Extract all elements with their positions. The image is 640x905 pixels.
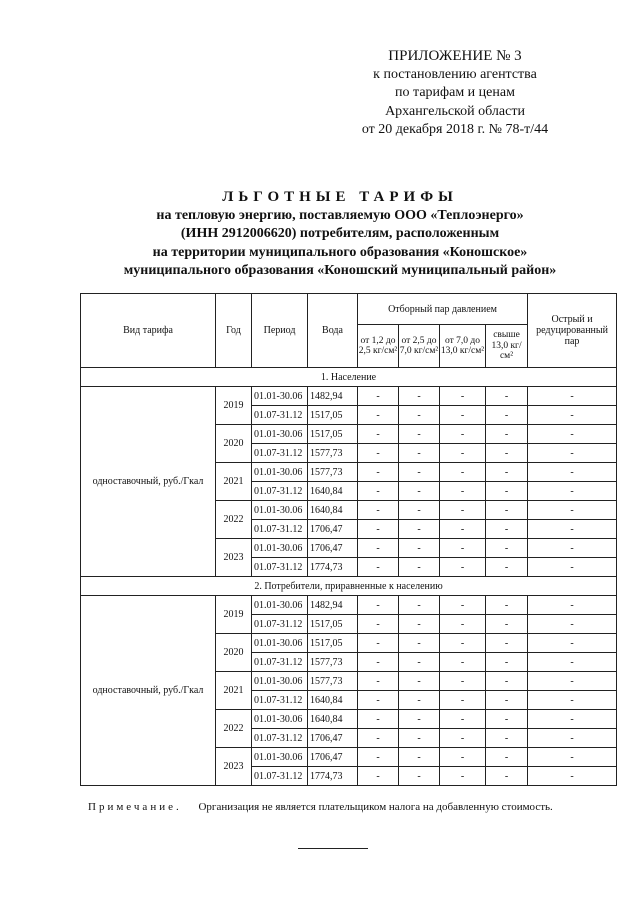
tariffs-table (80, 293, 617, 786)
steam-p1-cell: - (358, 558, 399, 577)
section-row (81, 577, 617, 596)
document-title (60, 188, 620, 281)
steam-p3-cell: - (440, 596, 486, 615)
table-row (81, 596, 617, 615)
steam-p2-cell: - (399, 767, 440, 786)
water-cell: 1774,73 (308, 767, 358, 786)
steam-p1-cell: - (358, 653, 399, 672)
period-cell: 01.07-31.12 (252, 520, 308, 539)
annex-date-line: от 20 декабря 2018 г. № 78-т/44 (361, 122, 549, 137)
steam-p3-cell: - (440, 729, 486, 748)
section-title: 2. Потребители, приравненные к населению (81, 577, 617, 596)
steam-p1-cell: - (358, 482, 399, 501)
water-cell: 1706,47 (308, 520, 358, 539)
steam-p1-cell: - (358, 501, 399, 520)
steam-p1-cell: - (358, 406, 399, 425)
period-cell: 01.01-30.06 (252, 672, 308, 691)
steam-sharp-cell: - (528, 463, 617, 482)
year-cell: 2021 (216, 672, 252, 710)
steam-p1-cell: - (358, 672, 399, 691)
steam-sharp-cell: - (528, 653, 617, 672)
steam-p4-cell: - (486, 463, 528, 482)
annex-number: ПРИЛОЖЕНИЕ № 3 (388, 48, 522, 64)
period-cell: 01.01-30.06 (252, 634, 308, 653)
note (88, 801, 608, 813)
water-cell: 1517,05 (308, 425, 358, 444)
section-title: 1. Население (81, 368, 617, 387)
water-cell: 1706,47 (308, 729, 358, 748)
steam-p4-cell: - (486, 406, 528, 425)
steam-p3-cell: - (440, 672, 486, 691)
steam-p1-cell: - (358, 615, 399, 634)
steam-sharp-cell: - (528, 767, 617, 786)
table-row (81, 387, 617, 406)
title-line: муниципального образования «Коношский муниципальный район» (123, 263, 557, 278)
water-cell: 1577,73 (308, 444, 358, 463)
steam-sharp-cell: - (528, 425, 617, 444)
water-cell: 1706,47 (308, 748, 358, 767)
steam-p3-cell: - (440, 615, 486, 634)
header-sharp-steam: Острый и редуцированный пар (528, 294, 617, 368)
steam-p4-cell: - (486, 520, 528, 539)
steam-p2-cell: - (399, 520, 440, 539)
steam-p4-cell: - (486, 482, 528, 501)
year-cell: 2021 (216, 463, 252, 501)
header-steam: Отборный пар давлением (358, 294, 528, 325)
annex-block (330, 47, 580, 140)
steam-sharp-cell: - (528, 634, 617, 653)
period-cell: 01.01-30.06 (252, 463, 308, 482)
year-cell: 2019 (216, 596, 252, 634)
steam-p1-cell: - (358, 634, 399, 653)
steam-p2-cell: - (399, 748, 440, 767)
steam-sharp-cell: - (528, 501, 617, 520)
steam-p1-cell: - (358, 425, 399, 444)
steam-p3-cell: - (440, 387, 486, 406)
water-cell: 1640,84 (308, 710, 358, 729)
steam-sharp-cell: - (528, 387, 617, 406)
steam-p4-cell: - (486, 672, 528, 691)
steam-p2-cell: - (399, 425, 440, 444)
steam-p2-cell: - (399, 596, 440, 615)
water-cell: 1577,73 (308, 672, 358, 691)
steam-p4-cell: - (486, 691, 528, 710)
steam-sharp-cell: - (528, 748, 617, 767)
period-cell: 01.01-30.06 (252, 539, 308, 558)
steam-p1-cell: - (358, 729, 399, 748)
steam-p3-cell: - (440, 691, 486, 710)
header-pressure-3: от 7,0 до 13,0 кг/см² (440, 325, 486, 368)
steam-p2-cell: - (399, 634, 440, 653)
period-cell: 01.07-31.12 (252, 615, 308, 634)
steam-p2-cell: - (399, 463, 440, 482)
water-cell: 1640,84 (308, 501, 358, 520)
steam-p2-cell: - (399, 444, 440, 463)
steam-p1-cell: - (358, 710, 399, 729)
steam-sharp-cell: - (528, 444, 617, 463)
period-cell: 01.01-30.06 (252, 425, 308, 444)
steam-p4-cell: - (486, 539, 528, 558)
steam-p3-cell: - (440, 748, 486, 767)
steam-sharp-cell: - (528, 596, 617, 615)
steam-sharp-cell: - (528, 482, 617, 501)
water-cell: 1640,84 (308, 691, 358, 710)
steam-p4-cell: - (486, 444, 528, 463)
steam-p3-cell: - (440, 425, 486, 444)
water-cell: 1706,47 (308, 539, 358, 558)
steam-p3-cell: - (440, 482, 486, 501)
steam-p1-cell: - (358, 767, 399, 786)
steam-p4-cell: - (486, 596, 528, 615)
period-cell: 01.07-31.12 (252, 653, 308, 672)
steam-p2-cell: - (399, 558, 440, 577)
title-heading: ЛЬГОТНЫЕ ТАРИФЫ (222, 189, 458, 205)
steam-p1-cell: - (358, 387, 399, 406)
steam-p3-cell: - (440, 634, 486, 653)
steam-p3-cell: - (440, 539, 486, 558)
water-cell: 1517,05 (308, 406, 358, 425)
steam-p4-cell: - (486, 558, 528, 577)
water-cell: 1577,73 (308, 463, 358, 482)
steam-sharp-cell: - (528, 520, 617, 539)
year-cell: 2019 (216, 387, 252, 425)
steam-p3-cell: - (440, 520, 486, 539)
title-line: на территории муниципального образования «Коношское» (152, 244, 528, 260)
period-cell: 01.07-31.12 (252, 729, 308, 748)
header-water: Вода (308, 294, 358, 368)
year-cell: 2022 (216, 501, 252, 539)
steam-p4-cell: - (486, 615, 528, 634)
steam-p3-cell: - (440, 444, 486, 463)
title-line: (ИНН 2912006620) потребителям, расположенным (180, 226, 500, 241)
header-period: Период (252, 294, 308, 368)
period-cell: 01.01-30.06 (252, 387, 308, 406)
steam-p4-cell: - (486, 387, 528, 406)
steam-p2-cell: - (399, 406, 440, 425)
water-cell: 1482,94 (308, 596, 358, 615)
period-cell: 01.01-30.06 (252, 596, 308, 615)
period-cell: 01.01-30.06 (252, 748, 308, 767)
steam-p2-cell: - (399, 501, 440, 520)
period-cell: 01.07-31.12 (252, 558, 308, 577)
year-cell: 2020 (216, 425, 252, 463)
steam-p1-cell: - (358, 596, 399, 615)
steam-p4-cell: - (486, 634, 528, 653)
steam-sharp-cell: - (528, 558, 617, 577)
steam-p1-cell: - (358, 520, 399, 539)
water-cell: 1517,05 (308, 634, 358, 653)
header-pressure-2: от 2,5 до 7,0 кг/см² (399, 325, 440, 368)
water-cell: 1774,73 (308, 558, 358, 577)
steam-p2-cell: - (399, 691, 440, 710)
steam-p4-cell: - (486, 501, 528, 520)
steam-p1-cell: - (358, 539, 399, 558)
steam-p2-cell: - (399, 672, 440, 691)
steam-p4-cell: - (486, 729, 528, 748)
table-header-row (81, 294, 617, 325)
section-row (81, 368, 617, 387)
steam-p3-cell: - (440, 558, 486, 577)
steam-sharp-cell: - (528, 406, 617, 425)
header-tariff-type: Вид тарифа (81, 294, 216, 368)
period-cell: 01.07-31.12 (252, 482, 308, 501)
note-label: Примечание. (88, 801, 182, 813)
header-pressure-1: от 1,2 до 2,5 кг/см² (358, 325, 399, 368)
year-cell: 2022 (216, 710, 252, 748)
water-cell: 1640,84 (308, 482, 358, 501)
period-cell: 01.01-30.06 (252, 501, 308, 520)
period-cell: 01.01-30.06 (252, 710, 308, 729)
steam-sharp-cell: - (528, 539, 617, 558)
period-cell: 01.07-31.12 (252, 444, 308, 463)
header-pressure-4: свыше 13,0 кг/см² (486, 325, 528, 368)
annex-line: к постановлению агентства (373, 66, 537, 82)
steam-sharp-cell: - (528, 691, 617, 710)
steam-sharp-cell: - (528, 729, 617, 748)
steam-p2-cell: - (399, 482, 440, 501)
steam-sharp-cell: - (528, 710, 617, 729)
steam-p2-cell: - (399, 729, 440, 748)
annex-line: Архангельской области (385, 103, 525, 119)
steam-p2-cell: - (399, 710, 440, 729)
water-cell: 1517,05 (308, 615, 358, 634)
steam-p1-cell: - (358, 691, 399, 710)
period-cell: 01.07-31.12 (252, 691, 308, 710)
year-cell: 2020 (216, 634, 252, 672)
steam-sharp-cell: - (528, 615, 617, 634)
steam-p1-cell: - (358, 748, 399, 767)
water-cell: 1482,94 (308, 387, 358, 406)
steam-p4-cell: - (486, 710, 528, 729)
annex-line: по тарифам и ценам (395, 85, 515, 100)
year-cell: 2023 (216, 748, 252, 786)
steam-p1-cell: - (358, 463, 399, 482)
steam-p3-cell: - (440, 767, 486, 786)
steam-p4-cell: - (486, 748, 528, 767)
steam-p4-cell: - (486, 653, 528, 672)
period-cell: 01.07-31.12 (252, 767, 308, 786)
steam-p4-cell: - (486, 425, 528, 444)
steam-p2-cell: - (399, 539, 440, 558)
steam-sharp-cell: - (528, 672, 617, 691)
steam-p2-cell: - (399, 615, 440, 634)
title-line: на тепловую энергию, поставляемую ООО «Теплоэнерго» (156, 207, 524, 223)
steam-p3-cell: - (440, 463, 486, 482)
steam-p3-cell: - (440, 710, 486, 729)
steam-p1-cell: - (358, 444, 399, 463)
period-cell: 01.07-31.12 (252, 406, 308, 425)
bottom-rule (298, 848, 368, 849)
water-cell: 1577,73 (308, 653, 358, 672)
steam-p3-cell: - (440, 501, 486, 520)
steam-p2-cell: - (399, 387, 440, 406)
tariff-type-cell: одноставочный, руб./Гкал (81, 596, 216, 786)
header-year: Год (216, 294, 252, 368)
steam-p4-cell: - (486, 767, 528, 786)
tariff-type-cell: одноставочный, руб./Гкал (81, 387, 216, 577)
year-cell: 2023 (216, 539, 252, 577)
steam-p2-cell: - (399, 653, 440, 672)
note-text: Организация не является плательщиком налога на добавленную стоимость. (198, 801, 553, 813)
steam-p3-cell: - (440, 406, 486, 425)
steam-p3-cell: - (440, 653, 486, 672)
